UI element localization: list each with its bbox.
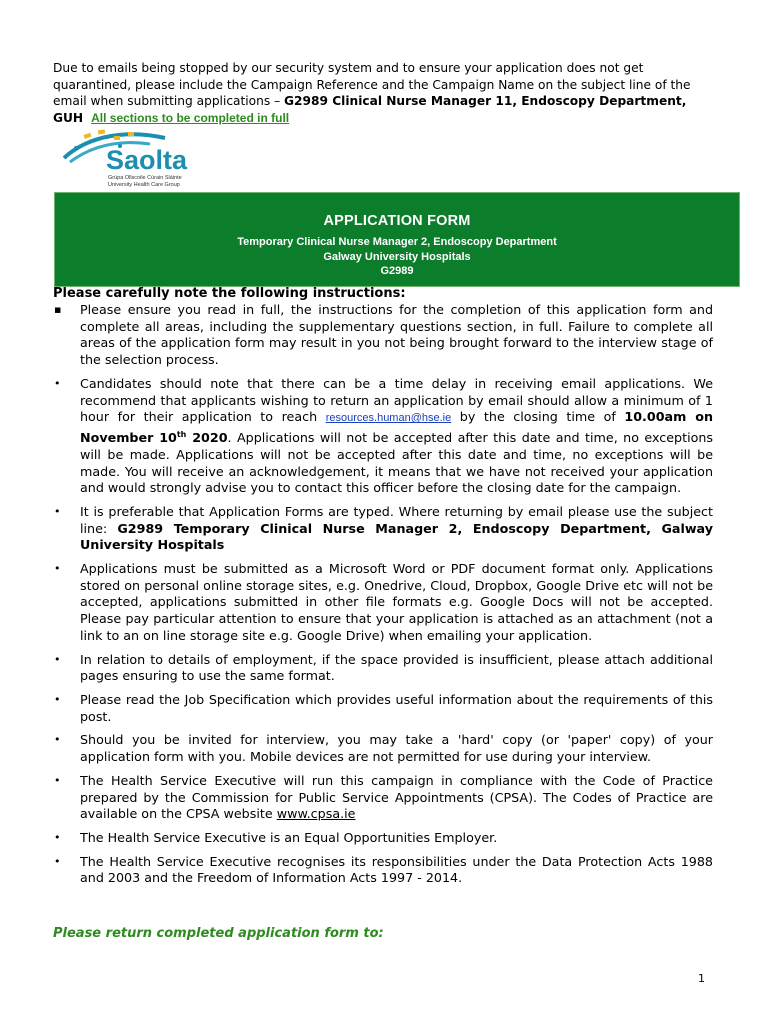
logo-subtitle-irish: Grúpa Ollscoile Cúrain Sláinte <box>108 175 182 181</box>
instructions-list <box>53 302 713 887</box>
list-item <box>53 854 713 887</box>
logo-wordmark: Saolta <box>106 145 188 175</box>
subject-line: G2989 Temporary Clinical Nurse Manager 2, Endoscopy Department, Galway University Hospitals <box>80 520 713 553</box>
instruction-text: The Health Service Executive will run this campaign in compliance with the Code of Practice prepared by the Commission for Public Service Appointments (CPSA). The Codes of Practice are available on the CPSA website <box>80 772 713 822</box>
banner-reference: G2989 <box>380 265 414 277</box>
square-bullet-icon: ▪ <box>54 303 62 316</box>
bullet-icon: • <box>54 733 61 747</box>
return-instructions: Please return completed application form to: <box>53 926 384 941</box>
cpsa-website-link[interactable]: www.cpsa.ie <box>276 806 356 822</box>
list-item <box>53 692 713 725</box>
bullet-icon: • <box>54 562 61 576</box>
sections-complete-note: All sections to be completed in full <box>91 110 290 125</box>
list-item <box>53 302 713 369</box>
bullet-icon: • <box>54 693 61 706</box>
instruction-text: In relation to details of employment, if the space provided is insufficient, please attach additional pages ensuring to use the same format. <box>80 651 713 684</box>
list-item <box>53 376 713 497</box>
closing-date-suffix: th <box>176 429 187 439</box>
list-item <box>53 773 713 823</box>
instruction-text: The Health Service Executive is an Equal Opportunities Employer. <box>80 829 498 845</box>
instruction-text: Please read the Job Specification which provides useful information about the requirements of this post. <box>80 692 713 724</box>
bullet-icon: • <box>54 376 61 390</box>
saolta-logo <box>60 128 220 188</box>
page-number: 1 <box>698 972 705 985</box>
bullet-icon: • <box>54 652 61 666</box>
closing-time: 10.00am on November 10 <box>80 409 714 446</box>
email-link[interactable]: resources.human@hse.ie <box>325 412 452 425</box>
application-form-banner <box>54 192 740 287</box>
list-item <box>53 652 713 685</box>
bullet-icon: • <box>54 773 61 787</box>
logo-subtitle-english: University Health Care Group <box>108 182 180 188</box>
instruction-text: The Health Service Executive recognises its responsibilities under the Data Protection Acts 1988 and 2003 and the Freedom of Information Acts 1997 - 2014. <box>80 853 713 886</box>
campaign-reference: G2989 Clinical Nurse Manager 11, Endoscopy Department, GUH <box>53 94 687 125</box>
intro-text: Due to emails being stopped by our security system and to ensure your application does not get quarantined, please include the Campaign Reference and the Campaign Name on the subject line of the email when submitting applications – <box>53 61 691 108</box>
list-item <box>53 504 713 554</box>
instruction-text: It is preferable that Application Forms are typed. Where returning by email please use the subject line: <box>80 503 713 536</box>
bullet-icon: • <box>54 854 61 868</box>
list-item <box>53 561 713 645</box>
intro-paragraph <box>53 60 718 126</box>
bullet-icon: • <box>54 830 61 844</box>
banner-location: Galway University Hospitals <box>323 250 471 263</box>
instruction-text: Applications must be submitted as a Microsoft Word or PDF document format only. Applications stored on personal online storage sites, e.g. Onedrive, Cloud, Dropbox, Google Drive etc will not be accepted, applications submitted in other file formats e.g. Google Docs will not be accepted. Please pay particular attention to ensure that your application is attached as an attachment (not a link to an on line storage site e.g. Google Drive) when emailing your application. <box>80 561 713 643</box>
banner-title: APPLICATION FORM <box>323 213 471 229</box>
instructions-heading: Please carefully note the following instructions: <box>53 286 406 301</box>
closing-year: 2020 <box>186 430 228 446</box>
banner-post-title: Temporary Clinical Nurse Manager 2, Endoscopy Department <box>237 236 557 248</box>
list-item <box>53 830 713 847</box>
bullet-icon: • <box>54 504 61 518</box>
instruction-text: Candidates should note that there can be a time delay in receiving email applications. We recommend that applicants wishing to return an application by email should allow a minimum of 1 hour for their application to reach <box>80 375 713 425</box>
instruction-text: Please ensure you read in full, the instructions for the completion of this application form and complete all areas, including the supplementary questions section, in full. Failure to complete all areas of the application form may result in you not being brought forward to the interview stage of the selection process. <box>80 302 713 368</box>
instruction-text: . Applications will not be accepted after this date and time, no exceptions will be made. Applications will not be accepted after this date and time, no exceptions will be made. You will receive an acknowledgement, it means that we have not received your application and would strongly advise you to contact this officer before the closing date for the campaign. <box>80 430 714 496</box>
list-item <box>53 732 713 765</box>
banner-details <box>55 235 739 279</box>
instruction-text: Should you be invited for interview, you may take a 'hard' copy (or 'paper' copy) of your application form with you. Mobile devices are not permitted for use during your interview. <box>80 732 713 765</box>
instruction-text: by the closing time of <box>451 409 625 425</box>
